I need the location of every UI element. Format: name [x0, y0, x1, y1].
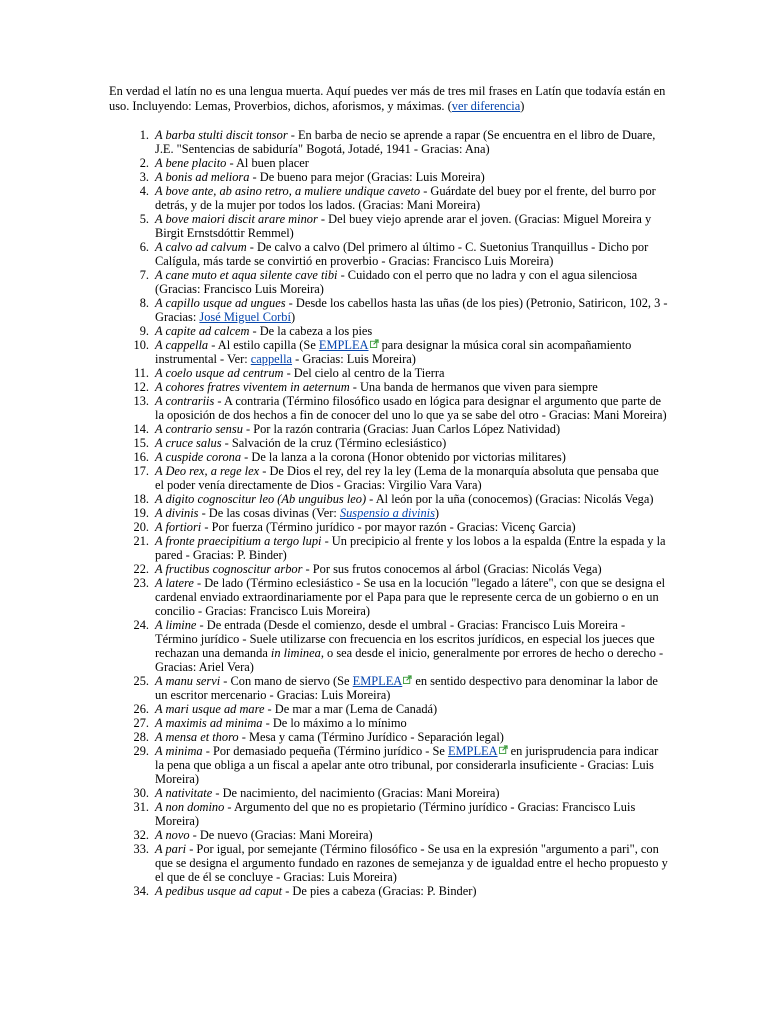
item-description: - De Dios el rey, del rey la ley (Lema de la monarquía absoluta que pensaba que el poder venía directamente de Dios - Gracias: Virgilio Vara Vara) [155, 464, 659, 492]
list-item [109, 842, 669, 884]
intro-text: En verdad el latín no es una lengua muerta. Aquí puedes ver más de tres mil frases en Latín que todavía están en uso. Incluyendo: Lemas, Proverbios, dichos, aforismos, y máximas. ( [109, 84, 666, 113]
item-number: 15. [133, 436, 149, 450]
latin-term: A fructibus cognoscitur arbor [155, 562, 303, 576]
item-number: 9. [139, 324, 149, 338]
latin-term: A bene placito [155, 156, 227, 170]
item-description: - Por la razón contraria (Gracias: Juan Carlos López Natividad) [242, 422, 561, 436]
list-item [109, 156, 669, 170]
list-item [109, 212, 669, 240]
latin-term: A fortiori [155, 520, 202, 534]
list-item [109, 296, 669, 324]
list-item [109, 170, 669, 184]
item-description: - De nacimiento, del nacimiento (Gracias: Mani Moreira) [212, 786, 500, 800]
item-number: 21. [133, 534, 149, 548]
item-description: - Del cielo al centro de la Tierra [283, 366, 445, 380]
item-description: - De lo máximo a lo mínimo [262, 716, 407, 730]
item-description: - De calvo a calvo (Del primero al último - C. Suetonius Tranquillus - Dicho por Calígula, más tarde se convirtió en proverbio - Gracias: Francisco Luis Moreira) [155, 240, 649, 268]
latin-term: A calvo ad calvum [155, 240, 247, 254]
external-link-icon [370, 339, 379, 348]
item-number: 18. [133, 492, 149, 506]
item-number: 13. [133, 394, 149, 408]
list-item [109, 464, 669, 492]
latin-term: A mari usque ad mare [155, 702, 265, 716]
external-link-icon [499, 745, 508, 754]
latin-term: A contrariis [155, 394, 215, 408]
intro-paragraph [109, 84, 669, 113]
item-number: 27. [133, 716, 149, 730]
item-number: 25. [133, 674, 149, 688]
latin-term: A contrario sensu [155, 422, 243, 436]
item-number: 11. [133, 366, 149, 380]
item-description: - Al buen placer [226, 156, 309, 170]
intro-close: ) [520, 98, 525, 113]
emplea-link[interactable]: EMPLEA [447, 744, 498, 758]
list-item [109, 338, 669, 366]
list-item [109, 324, 669, 338]
latin-term: A pari [155, 842, 187, 856]
item-description: - De la cabeza a los pies [249, 324, 373, 338]
item-description: - Guárdate del buey por el frente, del burro por detrás, y de la mujer por todos los lados. (Gracias: Mani Moreira) [155, 184, 656, 212]
emplea-link[interactable]: EMPLEA [318, 338, 369, 352]
item-description: - De mar a mar (Lema de Canadá) [264, 702, 438, 716]
item-number: 8. [139, 296, 149, 310]
latin-term: A cohores fratres viventem in aeternum [155, 380, 350, 394]
item-number: 3. [139, 170, 149, 184]
item-description-cont: en jurisprudencia para indicar la pena que obliga a un fiscal a apelar ante otro tribunal, por considerarla insuficiente - Gracias: Luis Moreira) [155, 744, 659, 786]
item-description: - En barba de necio se aprende a rapar (Se encuentra en el libro de Duare, J.E. "Sentencias de sabiduría" Bogotá, Jotadé, 1941 - Gracias: Ana) [155, 128, 656, 156]
item-number: 17. [133, 464, 149, 478]
list-item [109, 520, 669, 534]
item-description-cont: ) [290, 310, 296, 324]
item-description: - Por igual, por semejante (Término filosófico - Se usa en la expresión "argumento a pari", con que se designa el argumento fundado en razones de semejanza y de igualdad entre el hecho propuesto y el que de él se concluye - Gracias: Luis Moreira) [155, 842, 668, 884]
item-description: - De las cosas divinas (Ver: [198, 506, 340, 520]
list-item [109, 730, 669, 744]
item-description: - A contraria (Término filosófico usado en lógica para designar el argumento que parte de la oposición de dos hechos a fin de conocer del uno lo que ya se sabe del otro - Gracias: Mani Moreira) [155, 394, 667, 422]
list-item [109, 828, 669, 842]
item-number: 34. [133, 884, 149, 898]
item-number: 4. [139, 184, 149, 198]
item-number: 16. [133, 450, 149, 464]
latin-term: A cuspide corona [155, 450, 242, 464]
item-number: 20. [133, 520, 149, 534]
list-item [109, 562, 669, 576]
list-item [109, 674, 669, 702]
list-item [109, 534, 669, 562]
list-item [109, 744, 669, 786]
latin-term: A novo [155, 828, 190, 842]
item-description: - Un precipicio al frente y los lobos a la espalda (Entre la espada y la pared - Gracias: P. Binder) [155, 534, 666, 562]
latin-term: A minima [155, 744, 203, 758]
item-description-cont: ) [434, 506, 440, 520]
item-description: - Al estilo capilla (Se [208, 338, 319, 352]
external-link-icon [403, 675, 412, 684]
item-number: 31. [133, 800, 149, 814]
item-number: 30. [133, 786, 149, 800]
latin-phrase-list [109, 128, 669, 898]
latin-term: A latere [155, 576, 194, 590]
latin-term: A pedibus usque ad caput [155, 884, 283, 898]
latin-term: A Deo rex, a rege lex [155, 464, 260, 478]
list-item [109, 184, 669, 212]
list-item [109, 380, 669, 394]
item-number: 23. [133, 576, 149, 590]
item-number: 28. [133, 730, 149, 744]
latin-term: A bove ante, ab asino retro, a muliere undique caveto [155, 184, 421, 198]
item-description: - De entrada (Desde el comienzo, desde el umbral - Gracias: Francisco Luis Moreira - Término jurídico - Suele utilizarse con frecuencia en los escritos jurídicos, en especial los jueces que rechazan una demanda [155, 618, 655, 660]
latin-term: A mensa et thoro [155, 730, 239, 744]
item-description: - De pies a cabeza (Gracias: P. Binder) [282, 884, 477, 898]
emplea-link[interactable]: EMPLEA [352, 674, 403, 688]
list-item [109, 716, 669, 730]
item-description: - De la lanza a la corona (Honor obtenido por victorias militares) [241, 450, 566, 464]
item-description: - De lado (Término eclesiástico - Se usa en la locución "legado a látere", con que se designa el cardenal enviado extraordinariamente por el Papa para que le represente cerca de un gobierno o en un concilio - Gracias: Francisco Luis Moreira) [155, 576, 666, 618]
latin-term: A digito cognoscitur leo (Ab unguibus leo) [155, 492, 367, 506]
latin-term: A bove maiori discit arare minor [155, 212, 318, 226]
list-item [109, 128, 669, 156]
item-number: 14. [133, 422, 149, 436]
item-description: - De bueno para mejor (Gracias: Luis Moreira) [249, 170, 485, 184]
item-number: 2. [139, 156, 149, 170]
list-item [109, 800, 669, 828]
latin-term: A cruce salus [155, 436, 222, 450]
latin-term: A coelo usque ad centrum [155, 366, 284, 380]
latin-term: A non domino [155, 800, 225, 814]
latin-term: A manu servi [155, 674, 221, 688]
item-description: - Por fuerza (Término jurídico - por mayor razón - Gracias: Vicenç Garcia) [201, 520, 576, 534]
list-item [109, 268, 669, 296]
item-number: 5. [139, 212, 149, 226]
latin-term: A barba stulti discit tonsor [155, 128, 288, 142]
item-description: - De nuevo (Gracias: Mani Moreira) [189, 828, 373, 842]
list-item [109, 702, 669, 716]
item-number: 7. [139, 268, 149, 282]
item-number: 19. [133, 506, 149, 520]
item-description-cont: en sentido despectivo para denominar la labor de un escritor mercenario - Gracias: Luis Moreira) [155, 674, 658, 702]
item-number: 10. [133, 338, 149, 352]
item-description: - Con mano de siervo (Se [220, 674, 353, 688]
list-item [109, 394, 669, 422]
item-description-cont: , o sea desde el inicio, generalmente por errores de hecho o derecho - Gracias: Ariel Vera) [155, 646, 664, 674]
list-item [109, 492, 669, 506]
item-description: - Argumento del que no es propietario (Término jurídico - Gracias: Francisco Luis Moreira) [155, 800, 636, 828]
latin-term: A limine [155, 618, 197, 632]
latin-term: A nativitate [155, 786, 213, 800]
contributor-link[interactable]: José Miguel Corbí [199, 310, 291, 324]
item-number: 12. [133, 380, 149, 394]
reference-link[interactable]: Suspensio a divinis [339, 506, 435, 520]
item-description: - Una banda de hermanos que viven para siempre [349, 380, 598, 394]
latin-term: A capillo usque ad ungues [155, 296, 286, 310]
item-number: 24. [133, 618, 149, 632]
item-description-end: - Gracias: Luis Moreira) [292, 352, 416, 366]
list-item [109, 618, 669, 674]
latin-term: A bonis ad meliora [155, 170, 250, 184]
item-description: - Del buey viejo aprende arar el joven. (Gracias: Miguel Moreira y Birgit Ernstsdóttir Remmel) [155, 212, 652, 240]
latin-term: A fronte praecipitium a tergo lupi [155, 534, 322, 548]
item-number: 6. [139, 240, 149, 254]
cappella-link[interactable]: cappella [250, 352, 293, 366]
list-item [109, 884, 669, 898]
list-item [109, 240, 669, 268]
item-description: - Por demasiado pequeña (Término jurídico - Se [202, 744, 448, 758]
item-description: - Por sus frutos conocemos al árbol (Gracias: Nicolás Vega) [302, 562, 602, 576]
item-description: - Salvación de la cruz (Término eclesiástico) [221, 436, 447, 450]
item-number: 1. [139, 128, 149, 142]
list-item [109, 506, 669, 520]
item-description: - Cuidado con el perro que no ladra y con el agua silenciosa (Gracias: Francisco Luis Moreira) [155, 268, 638, 296]
latin-term: A maximis ad minima [155, 716, 263, 730]
item-number: 22. [133, 562, 149, 576]
latin-term: A cane muto et aqua silente cave tibi [155, 268, 338, 282]
ver-diferencia-link[interactable]: ver diferencia [451, 98, 521, 113]
list-item [109, 450, 669, 464]
item-number: 33. [133, 842, 149, 856]
item-number: 32. [133, 828, 149, 842]
item-number: 29. [133, 744, 149, 758]
list-item [109, 786, 669, 800]
item-description: - Desde los cabellos hasta las uñas (de los pies) (Petronio, Satiricon, 102, 3 - Gracias: [155, 296, 668, 324]
list-item [109, 576, 669, 618]
list-item [109, 366, 669, 380]
list-item [109, 422, 669, 436]
item-number: 26. [133, 702, 149, 716]
item-description-cont: para designar la música coral sin acompañamiento instrumental - Ver: [155, 338, 632, 366]
italic-text: in liminea [270, 646, 321, 660]
latin-term: A divinis [155, 506, 199, 520]
latin-term: A capite ad calcem [155, 324, 250, 338]
item-description: - Al león por la uña (conocemos) (Gracias: Nicolás Vega) [366, 492, 654, 506]
list-item [109, 436, 669, 450]
item-description: - Mesa y cama (Término Jurídico - Separación legal) [238, 730, 504, 744]
latin-term: A cappella [155, 338, 209, 352]
